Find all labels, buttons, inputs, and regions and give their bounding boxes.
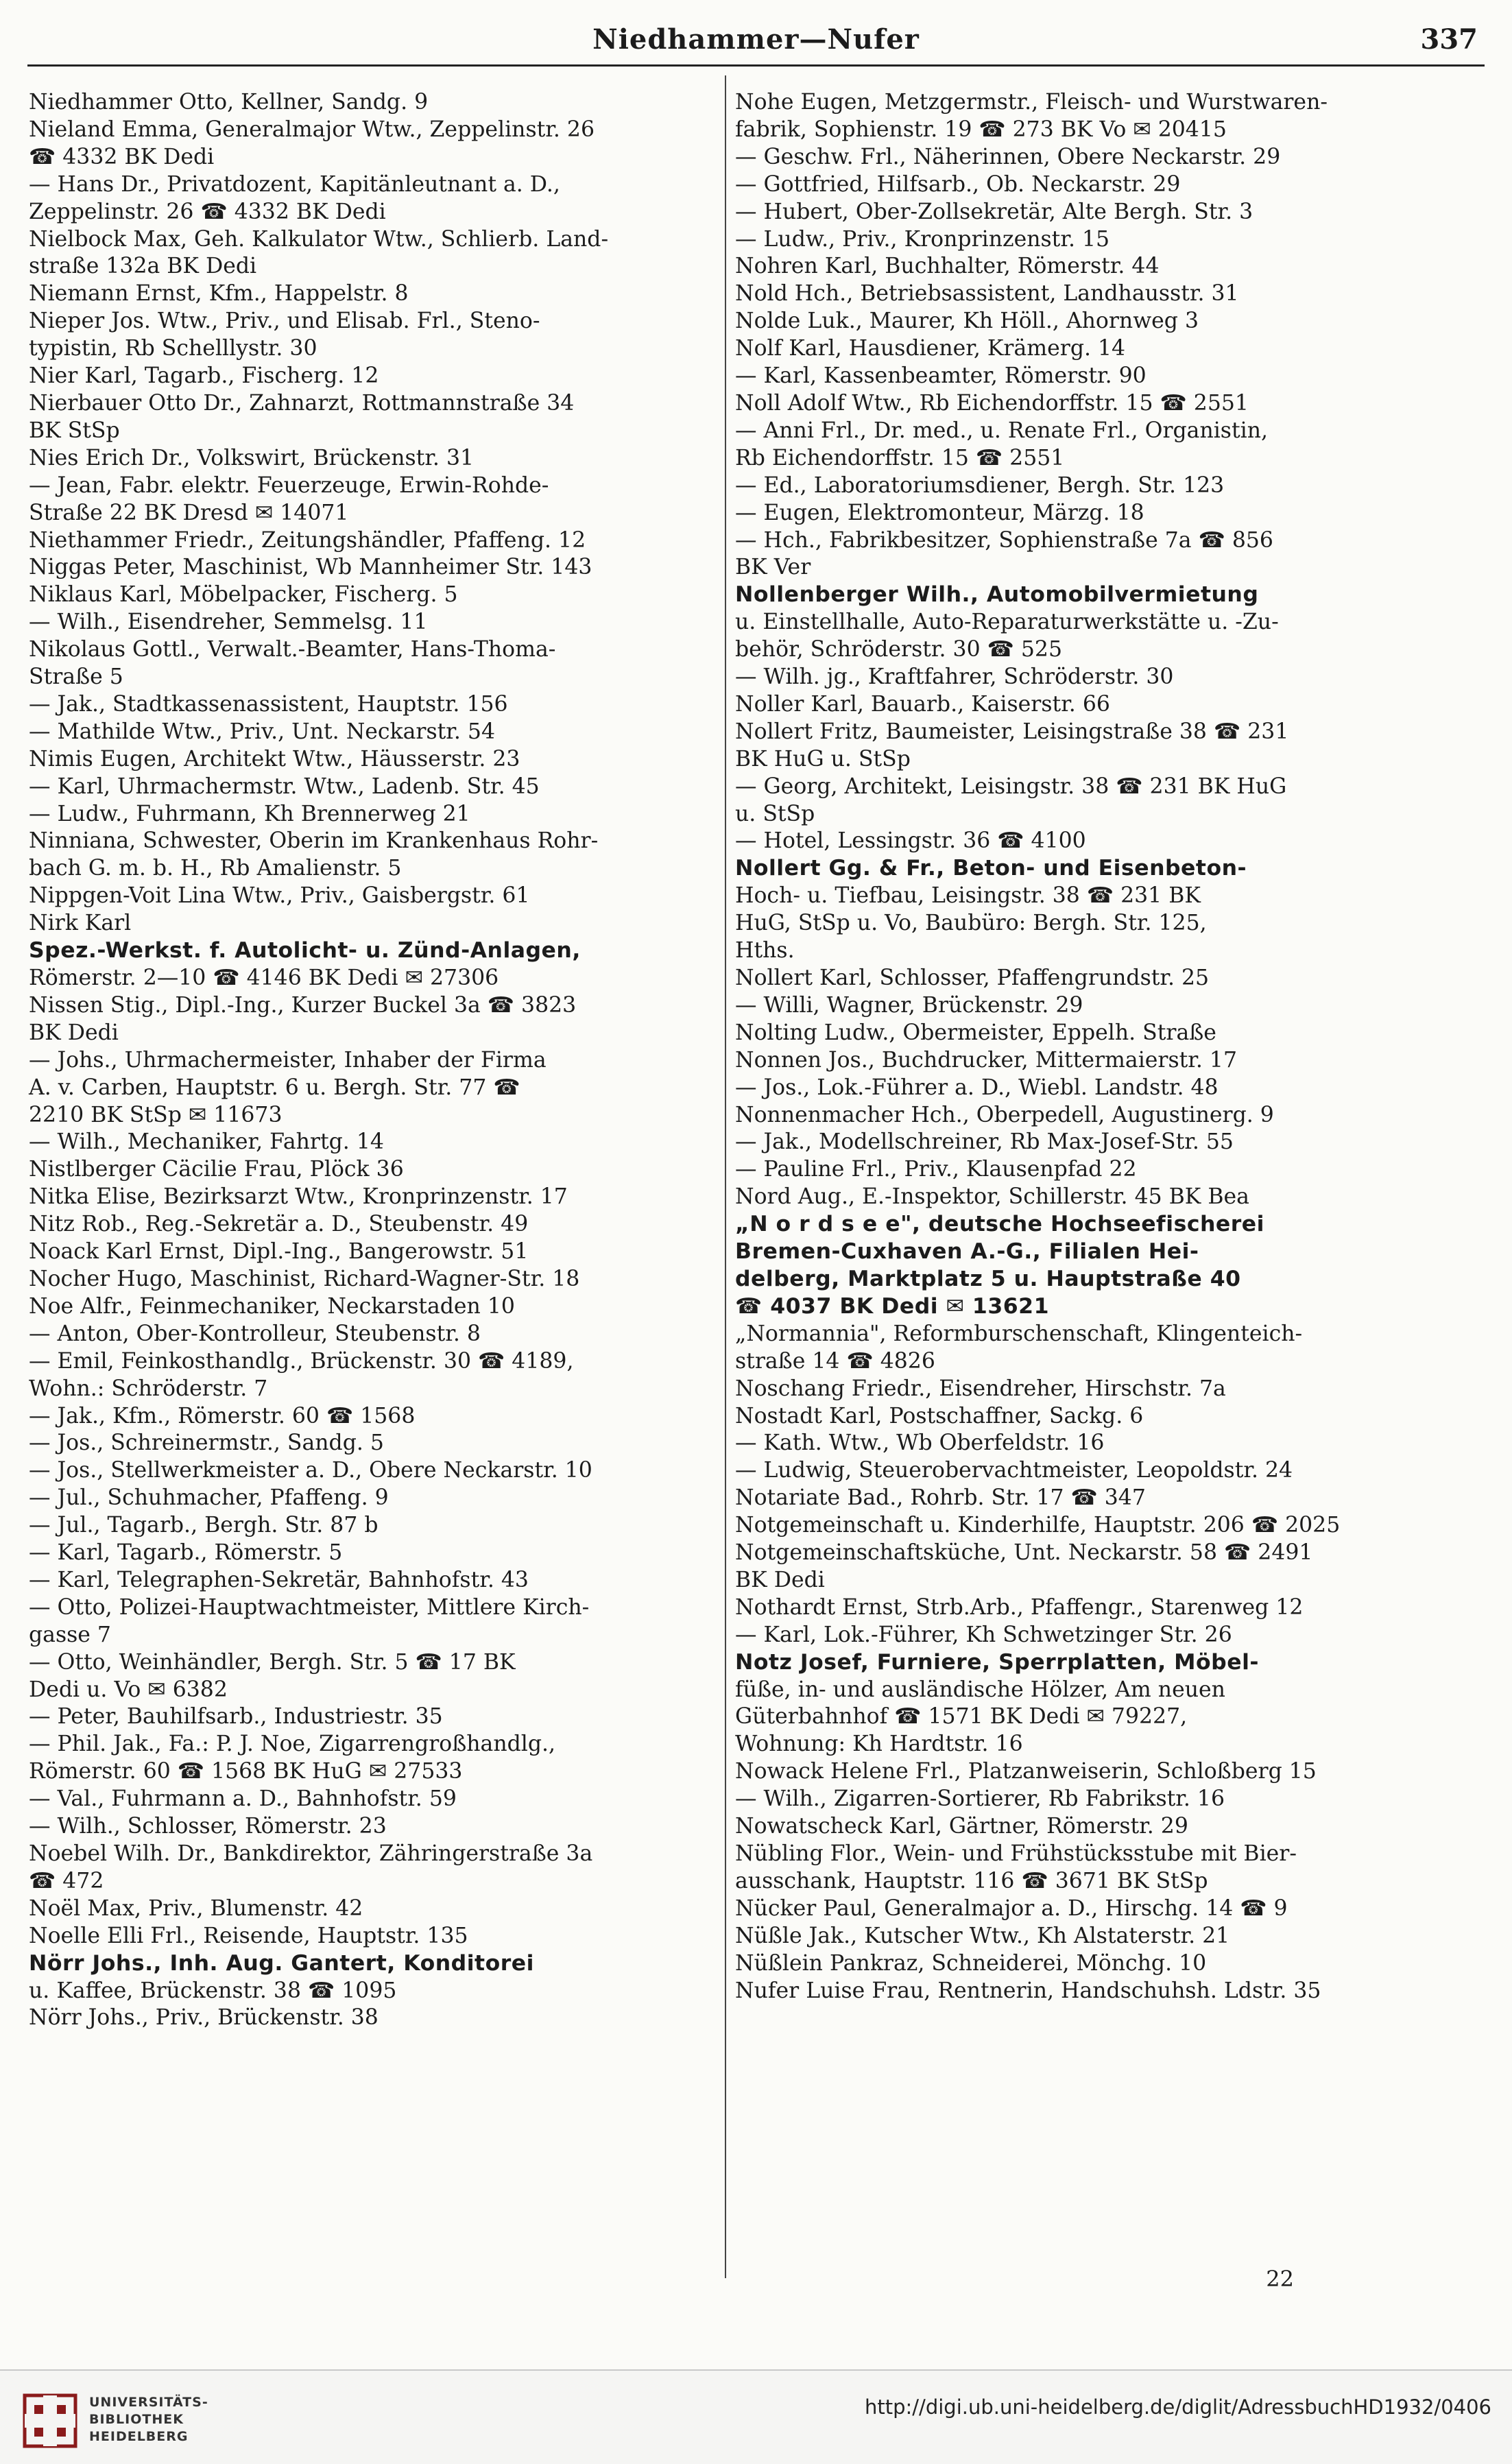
directory-entry: Noack Karl Ernst, Dipl.-Ing., Bangerowstr. 51 [29,1239,529,1265]
directory-entry: Nonnenmacher Hch., Oberpedell, Augustinerg. 9 [735,1102,1274,1127]
directory-entry: Notariate Bad., Rohrb. Str. 17 ☎ 347 [735,1485,1146,1511]
directory-entry: BK StSp [29,418,120,443]
directory-entry: Nier Karl, Tagarb., Fischerg. 12 [29,363,379,389]
column-divider [725,75,726,2278]
directory-entry: Rb Eichendorffstr. 15 ☎ 2551 [735,445,1065,470]
directory-entry: — Ludw., Priv., Kronprinzenstr. 15 [735,226,1110,252]
directory-entry: Hths. [735,938,795,964]
directory-entry: 2210 BK StSp ✉ 11673 [29,1102,283,1127]
directory-entry: Nies Erich Dr., Volkswirt, Brückenstr. 31 [29,445,475,470]
directory-entry: Nohe Eugen, Metzgermstr., Fleisch- und Wurstwaren- [735,90,1328,115]
directory-entry: Nippgen-Voit Lina Wtw., Priv., Gaisbergstr. 61 [29,883,530,909]
directory-entry: Nikolaus Gottl., Verwalt.-Beamter, Hans-Thoma- [29,637,556,662]
viewer-footer [0,2369,1512,2464]
directory-entry: Nollert Fritz, Baumeister, Leisingstraße 38 ☎ 231 [735,719,1289,744]
directory-entry: Noël Max, Priv., Blumenstr. 42 [29,1895,363,1921]
page-header [0,19,1512,74]
directory-entry: Noelle Elli Frl., Reisende, Hauptstr. 135 [29,1923,468,1948]
directory-entry: Nistlberger Cäcilie Frau, Plöck 36 [29,1157,404,1182]
directory-entry: BK HuG u. StSp [735,746,911,772]
directory-entry: Nolde Luk., Maurer, Kh Höll., Ahornweg 3 [735,309,1199,334]
directory-entry: Noe Alfr., Feinmechaniker, Neckarstaden 10 [29,1293,515,1319]
directory-entry: „Normannia", Reformburschenschaft, Klingenteich- [735,1321,1303,1346]
library-name-line: BIBLIOTHEK [89,2412,184,2427]
directory-entry: Nörr Johs., Inh. Aug. Gantert, Konditorei [29,1950,534,1976]
directory-entry: Nimis Eugen, Architekt Wtw., Häusserstr. 23 [29,746,520,772]
directory-entry: Nord Aug., E.-Inspektor, Schillerstr. 45 BK Bea [735,1184,1249,1210]
directory-entry: Nonnen Jos., Buchdrucker, Mittermaierstr. 17 [735,1047,1238,1073]
directory-entry: — Emil, Feinkosthandlg., Brückenstr. 30 ☎ 4189, [29,1348,574,1374]
directory-entry: Nohren Karl, Buchhalter, Römerstr. 44 [735,254,1160,279]
directory-entry: ausschank, Hauptstr. 116 ☎ 3671 BK StSp [735,1868,1208,1893]
directory-entry: Nolf Karl, Hausdiener, Krämerg. 14 [735,336,1126,361]
directory-entry: — Wilh., Eisendreher, Semmelsg. 11 [29,610,428,635]
directory-entry: Nitz Rob., Reg.-Sekretär a. D., Steubenstr. 49 [29,1212,529,1237]
directory-entry: Zeppelinstr. 26 ☎ 4332 BK Dedi [29,199,386,224]
directory-entry: — Jos., Lok.-Führer a. D., Wiebl. Landstr. 48 [735,1075,1219,1100]
directory-entry: — Karl, Uhrmachermstr. Wtw., Ladenb. Str. 45 [29,774,540,799]
directory-entry: Ninniana, Schwester, Oberin im Krankenhaus Rohr- [29,828,599,854]
directory-entry: — Jul., Tagarb., Bergh. Str. 87 b [29,1513,379,1538]
directory-entry: — Wilh., Zigarren-Sortierer, Rb Fabrikstr. 16 [735,1786,1225,1812]
directory-entry: u. Einstellhalle, Auto-Reparaturwerkstätte u. -Zu- [735,610,1279,635]
directory-entry: Nirk Karl [29,911,132,936]
page-number: 337 [1420,23,1478,56]
directory-entry: — Mathilde Wtw., Priv., Unt. Neckarstr. 54 [29,719,496,744]
header-rule [27,64,1485,67]
directory-entry: Römerstr. 60 ☎ 1568 BK HuG ✉ 27533 [29,1759,463,1784]
directory-entry: fabrik, Sophienstr. 19 ☎ 273 BK Vo ✉ 20415 [735,117,1227,142]
directory-entry: — Phil. Jak., Fa.: P. J. Noe, Zigarrengroßhandlg., [29,1732,556,1757]
directory-entry: Nüßlein Pankraz, Schneiderei, Mönchg. 10 [735,1950,1207,1976]
right-column [735,89,1483,2005]
running-title: Niedhammer—Nufer [592,23,920,56]
directory-entry: — Jean, Fabr. elektr. Feuerzeuge, Erwin-Rohde- [29,473,549,498]
directory-entry: — Anton, Ober-Kontrolleur, Steubenstr. 8 [29,1321,481,1346]
directory-entry: — Jak., Modellschreiner, Rb Max-Josef-Str. 55 [735,1129,1234,1155]
directory-entry: gasse 7 [29,1622,111,1647]
directory-entry: u. Kaffee, Brückenstr. 38 ☎ 1095 [29,1978,397,2003]
directory-entry: — Hotel, Lessingstr. 36 ☎ 4100 [735,828,1086,854]
directory-entry: — Karl, Tagarb., Römerstr. 5 [29,1540,343,1566]
directory-entry: Nieper Jos. Wtw., Priv., und Elisab. Frl., Steno- [29,309,540,334]
directory-entry: — Anni Frl., Dr. med., u. Renate Frl., Organistin, [735,418,1269,443]
directory-entry: BK Ver [735,555,811,580]
directory-entry: typistin, Rb Schelllystr. 30 [29,336,317,361]
directory-entry: Nissen Stig., Dipl.-Ing., Kurzer Buckel 3a ☎ 3823 [29,992,577,1018]
directory-entry: Güterbahnhof ☎ 1571 BK Dedi ✉ 79227, [735,1704,1188,1730]
directory-entry: behör, Schröderstr. 30 ☎ 525 [735,637,1062,662]
directory-entry: — Ludwig, Steuerobervachtmeister, Leopoldstr. 24 [735,1458,1293,1483]
directory-entry: — Jos., Stellwerkmeister a. D., Obere Neckarstr. 10 [29,1458,592,1483]
directory-entry: — Jos., Schreinermstr., Sandg. 5 [29,1431,384,1456]
page-signature: 22 [1266,2266,1294,2292]
directory-entry: — Wilh., Mechaniker, Fahrtg. 14 [29,1129,384,1155]
library-name-line: UNIVERSITÄTS- [89,2395,208,2410]
directory-entry: straße 132a BK Dedi [29,254,257,279]
library-name-line: HEIDELBERG [89,2429,189,2444]
directory-entry: Nocher Hugo, Maschinist, Richard-Wagner-Str. 18 [29,1266,580,1291]
source-url-link[interactable]: http://digi.ub.uni-heidelberg.de/diglit/AdressbuchHD1932/0406 [864,2395,1491,2419]
directory-entry: — Karl, Telegraphen-Sekretär, Bahnhofstr. 43 [29,1567,529,1592]
directory-entry: — Kath. Wtw., Wb Oberfeldstr. 16 [735,1431,1105,1456]
library-name [89,2394,208,2445]
directory-entry: — Otto, Weinhändler, Bergh. Str. 5 ☎ 17 BK [29,1649,516,1675]
directory-entry: Notz Josef, Furniere, Sperrplatten, Möbel- [735,1649,1259,1675]
directory-entry: Nollert Gg. & Fr., Beton- und Eisenbeton- [735,856,1247,881]
directory-entry: HuG, StSp u. Vo, Baubüro: Bergh. Str. 125, [735,911,1207,936]
directory-entry: — Hch., Fabrikbesitzer, Sophienstraße 7a ☎ 856 [735,527,1273,553]
directory-entry: Nierbauer Otto Dr., Zahnarzt, Rottmannstraße 34 [29,390,575,416]
directory-entry: — Geschw. Frl., Näherinnen, Obere Neckarstr. 29 [735,144,1281,169]
directory-entry: — Wilh., Schlosser, Römerstr. 23 [29,1814,387,1839]
directory-entry: Spez.-Werkst. f. Autolicht- u. Zünd-Anlagen, [29,938,581,964]
directory-entry: Nieland Emma, Generalmajor Wtw., Zeppelinstr. 26 [29,117,595,142]
directory-entry: Straße 5 [29,665,123,690]
directory-entry: Niedhammer Otto, Kellner, Sandg. 9 [29,90,429,115]
directory-entry: BK Dedi [735,1567,825,1592]
directory-entry: Nufer Luise Frau, Rentnerin, Handschuhsh. Ldstr. 35 [735,1978,1321,2003]
directory-entry: — Val., Fuhrmann a. D., Bahnhofstr. 59 [29,1786,457,1812]
directory-entry: Nowatscheck Karl, Gärtner, Römerstr. 29 [735,1814,1188,1839]
directory-entry: Noll Adolf Wtw., Rb Eichendorffstr. 15 ☎ 2551 [735,390,1249,416]
directory-entry: Notgemeinschaft u. Kinderhilfe, Hauptstr. 206 ☎ 2025 [735,1513,1341,1538]
directory-entry: füße, in- und ausländische Hölzer, Am neuen [735,1677,1225,1702]
directory-entry: Nüßle Jak., Kutscher Wtw., Kh Alstaterstr. 21 [735,1923,1230,1948]
directory-entry: Bremen-Cuxhaven A.-G., Filialen Hei- [735,1239,1199,1265]
directory-entry: — Johs., Uhrmachermeister, Inhaber der Firma [29,1047,547,1073]
directory-entry: Nollert Karl, Schlosser, Pfaffengrundstr. 25 [735,966,1210,990]
directory-entry: Niklaus Karl, Möbelpacker, Fischerg. 5 [29,582,458,608]
directory-entry: — Jak., Kfm., Römerstr. 60 ☎ 1568 [29,1403,416,1428]
directory-entry: — Jak., Stadtkassenassistent, Hauptstr. 156 [29,691,508,717]
directory-entry: Nothardt Ernst, Strb.Arb., Pfaffengr., Starenweg 12 [735,1594,1304,1620]
directory-entry: Noschang Friedr., Eisendreher, Hirschstr. 7a [735,1376,1226,1401]
directory-entry: Nörr Johs., Priv., Brückenstr. 38 [29,2005,379,2031]
directory-entry: — Karl, Lok.-Führer, Kh Schwetzinger Str. 26 [735,1622,1232,1647]
directory-entry: Nowack Helene Frl., Platzanweiserin, Schloßberg 15 [735,1759,1317,1784]
directory-entry: bach G. m. b. H., Rb Amalienstr. 5 [29,856,402,881]
directory-entry: — Otto, Polizei-Hauptwachtmeister, Mittlere Kirch- [29,1594,590,1620]
directory-entry: BK Dedi [29,1020,119,1045]
directory-entry: — Gottfried, Hilfsarb., Ob. Neckarstr. 29 [735,171,1181,197]
directory-entry: Niethammer Friedr., Zeitungshändler, Pfaffeng. 12 [29,527,586,553]
university-library-logo-icon [21,2391,80,2450]
directory-entry: — Willi, Wagner, Brückenstr. 29 [735,992,1083,1018]
directory-entry: Hoch- u. Tiefbau, Leisingstr. 38 ☎ 231 BK [735,883,1201,909]
directory-entry: Notgemeinschaftsküche, Unt. Neckarstr. 58 ☎ 2491 [735,1540,1313,1566]
directory-entry: — Karl, Kassenbeamter, Römerstr. 90 [735,363,1147,389]
directory-entry: Noller Karl, Bauarb., Kaiserstr. 66 [735,691,1110,717]
directory-entry: Niggas Peter, Maschinist, Wb Mannheimer Str. 143 [29,555,592,580]
directory-entry: Noebel Wilh. Dr., Bankdirektor, Zähringerstraße 3a [29,1841,593,1866]
directory-entry: — Eugen, Elektromonteur, Märzg. 18 [735,500,1144,525]
directory-entry: — Jul., Schuhmacher, Pfaffeng. 9 [29,1485,389,1511]
directory-entry: — Wilh. jg., Kraftfahrer, Schröderstr. 30 [735,665,1174,690]
left-column [29,89,718,2032]
directory-entry: — Hubert, Ober-Zollsekretär, Alte Bergh. Str. 3 [735,199,1253,224]
directory-entry: Wohnung: Kh Hardtstr. 16 [735,1732,1023,1757]
directory-entry: ☎ 4332 BK Dedi [29,144,215,169]
directory-entry: „N o r d s e e", deutsche Hochseefischerei [735,1212,1264,1237]
directory-entry: Nold Hch., Betriebsassistent, Landhausstr. 31 [735,281,1239,307]
directory-entry: Nübling Flor., Wein- und Frühstücksstube mit Bier- [735,1841,1297,1866]
directory-entry: ☎ 4037 BK Dedi ✉ 13621 [735,1293,1049,1319]
directory-entry: delberg, Marktplatz 5 u. Hauptstraße 40 [735,1266,1241,1291]
directory-entry: Nostadt Karl, Postschaffner, Sackg. 6 [735,1403,1144,1428]
directory-entry: Nücker Paul, Generalmajor a. D., Hirschg. 14 ☎ 9 [735,1895,1288,1921]
directory-entry: Römerstr. 2—10 ☎ 4146 BK Dedi ✉ 27306 [29,966,499,990]
directory-entry: — Pauline Frl., Priv., Klausenpfad 22 [735,1157,1137,1182]
directory-entry: — Ludw., Fuhrmann, Kh Brennerweg 21 [29,801,470,826]
directory-entry: A. v. Carben, Hauptstr. 6 u. Bergh. Str. 77 ☎ [29,1075,520,1100]
directory-entry: Dedi u. Vo ✉ 6382 [29,1677,228,1702]
directory-entry: Nitka Elise, Bezirksarzt Wtw., Kronprinzenstr. 17 [29,1184,568,1210]
directory-entry: straße 14 ☎ 4826 [735,1348,935,1374]
directory-entry: Straße 22 BK Dresd ✉ 14071 [29,500,349,525]
directory-entry: Nollenberger Wilh., Automobilvermietung [735,582,1259,608]
directory-entry: — Peter, Bauhilfsarb., Industriestr. 35 [29,1704,443,1730]
directory-entry: — Georg, Architekt, Leisingstr. 38 ☎ 231 BK HuG [735,774,1287,799]
directory-entry: Nielbock Max, Geh. Kalkulator Wtw., Schlierb. Land- [29,226,609,252]
directory-entry: ☎ 472 [29,1868,104,1893]
directory-entry: — Hans Dr., Privatdozent, Kapitänleutnant a. D., [29,171,560,197]
directory-entry: Wohn.: Schröderstr. 7 [29,1376,268,1401]
directory-entry: — Ed., Laboratoriumsdiener, Bergh. Str. 123 [735,473,1225,498]
directory-entry: Nolting Ludw., Obermeister, Eppelh. Straße [735,1020,1216,1045]
directory-entry: u. StSp [735,801,815,826]
directory-entry: Niemann Ernst, Kfm., Happelstr. 8 [29,281,409,307]
